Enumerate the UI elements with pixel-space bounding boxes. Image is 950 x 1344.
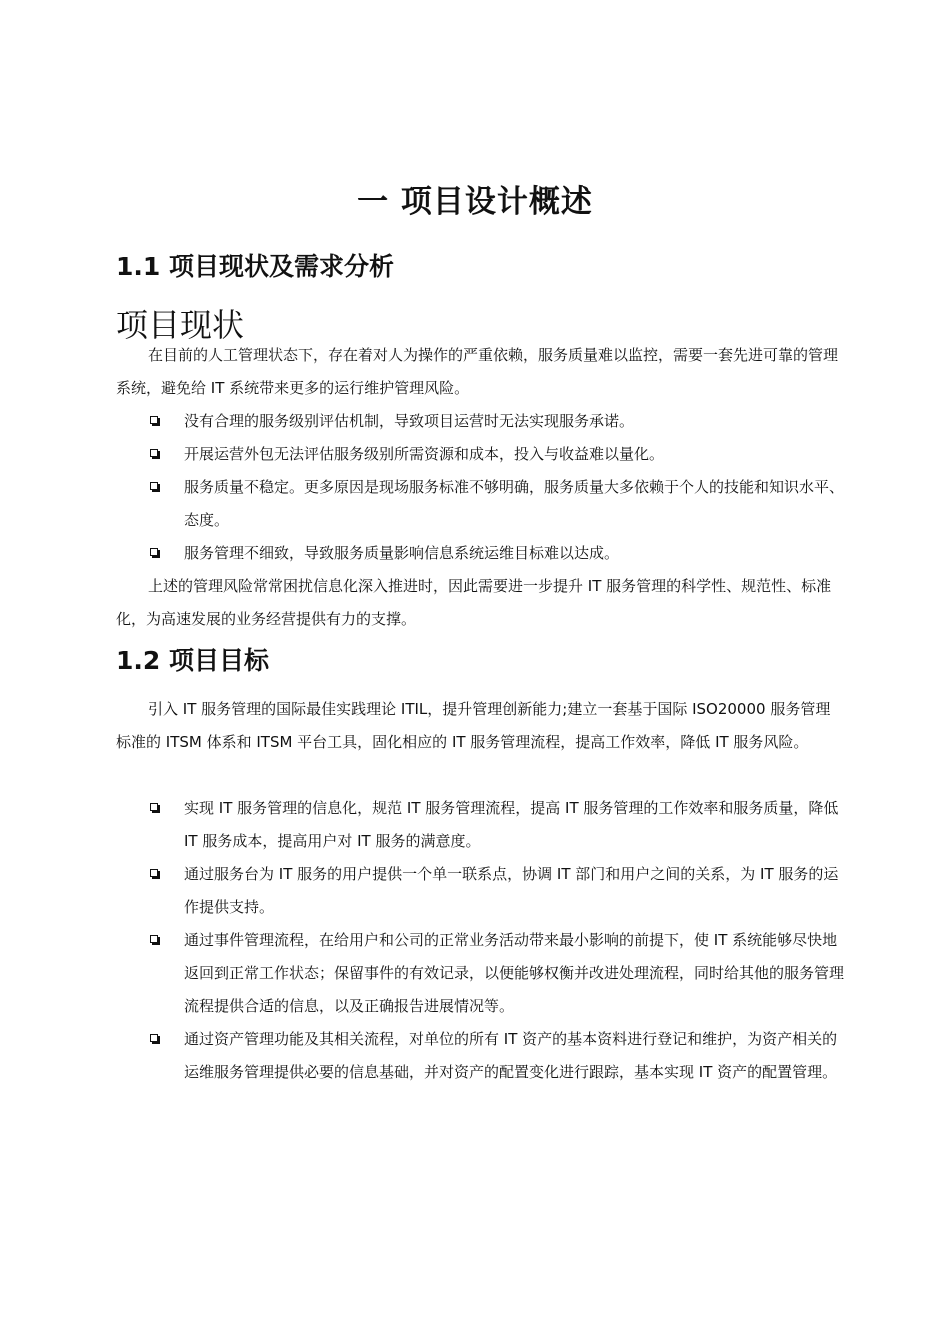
list-item-text: 服务管理不细致，导致服务质量影响信息系统运维目标难以达成。 [184, 544, 620, 562]
list-item-text: 通过事件管理流程，在给用户和公司的正常业务活动带来最小影响的前提下，使 IT 系统能够尽快地返回到正常工作状态；保留事件的有效记录，以便能够权衡并改进处理流程，同时给其他的服务管理流程提供合适的信息，以及正确报告进展情况等。 [184, 931, 845, 1015]
list-item [150, 858, 850, 924]
paragraph-status-conclusion: 上述的管理风险常常困扰信息化深入推进时，因此需要进一步提升 IT 服务管理的科学性、规范性、标准化，为高速发展的业务经营提供有力的支撑。 [116, 577, 832, 628]
list-item [150, 405, 850, 438]
checkbox-bullet-icon [150, 1034, 158, 1042]
checkbox-bullet-icon [150, 548, 158, 556]
list-item [150, 924, 850, 1023]
list-item [150, 792, 850, 858]
checkbox-bullet-icon [150, 869, 158, 877]
section-heading-1-1: 1.1 项目现状及需求分析 [116, 252, 394, 281]
checkbox-bullet-icon [150, 449, 158, 457]
checkbox-bullet-icon [150, 935, 158, 943]
checkbox-bullet-icon [150, 482, 158, 490]
list-item [150, 471, 850, 537]
list-item-text: 通过资产管理功能及其相关流程，对单位的所有 IT 资产的基本资料进行登记和维护，为资产相关的运维服务管理提供必要的信息基础，并对资产的配置变化进行跟踪，基本实现 IT 资产的配置管理。 [184, 1030, 838, 1081]
list-item [150, 1023, 850, 1089]
paragraph-goal-intro: 引入 IT 服务管理的国际最佳实践理论 ITIL，提升管理创新能力;建立一套基于国际 ISO20000 服务管理标准的 ITSM 体系和 ITSM 平台工具，固化相应的 IT 服务管理流程，提高工作效率，降低 IT 服务风险。 [116, 700, 831, 751]
list-item-text: 没有合理的服务级别评估机制，导致项目运营时无法实现服务承诺。 [184, 412, 635, 430]
paragraph-status-intro: 在目前的人工管理状态下，存在着对人为操作的严重依赖，服务质量难以监控，需要一套先进可靠的管理系统，避免给 IT 系统带来更多的运行维护管理风险。 [116, 346, 839, 397]
list-item [150, 438, 850, 471]
checkbox-bullet-icon [150, 803, 158, 811]
list-item-text: 实现 IT 服务管理的信息化，规范 IT 服务管理流程，提高 IT 服务管理的工作效率和服务质量，降低 IT 服务成本，提高用户对 IT 服务的满意度。 [184, 799, 839, 850]
section-heading-1-2: 1.2 项目目标 [116, 646, 269, 675]
list-item-text: 服务质量不稳定。更多原因是现场服务标准不够明确，服务质量大多依赖于个人的技能和知识水平、态度。 [184, 478, 845, 529]
list-item-text: 通过服务台为 IT 服务的用户提供一个单一联系点，协调 IT 部门和用户之间的关系，为 IT 服务的运作提供支持。 [184, 865, 839, 916]
list-item-text: 开展运营外包无法评估服务级别所需资源和成本，投入与收益难以量化。 [184, 445, 665, 463]
checkbox-bullet-icon [150, 416, 158, 424]
document-title: 一 项目设计概述 [357, 184, 593, 220]
list-item [150, 537, 850, 570]
subheading-current-status: 项目现状 [116, 306, 245, 344]
